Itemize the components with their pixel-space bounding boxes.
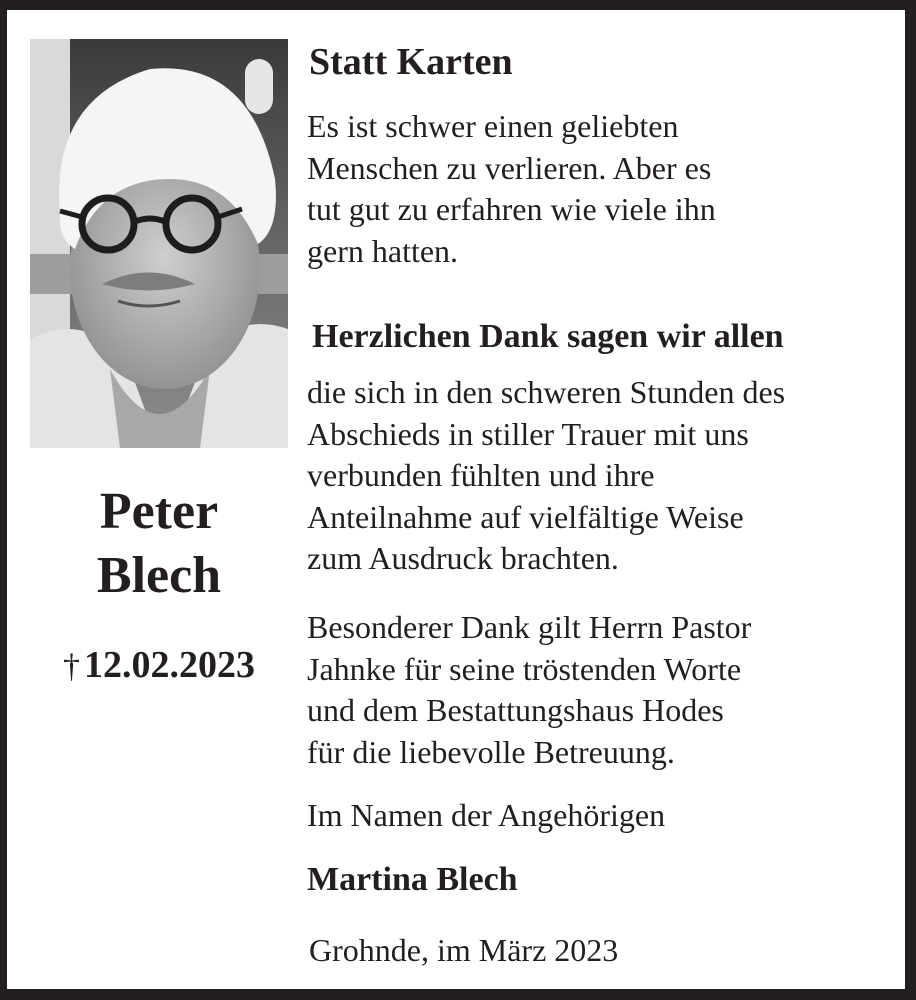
thanks-line: verbunden fühlten und ihre xyxy=(307,457,655,493)
on-behalf-text xyxy=(307,795,665,837)
special-thanks-paragraph xyxy=(307,607,751,773)
cross-icon: † xyxy=(63,648,80,685)
intro-paragraph xyxy=(307,106,716,272)
death-date-line xyxy=(30,643,288,689)
intro-line: gern hatten. xyxy=(307,232,459,269)
deceased-last-name: Blech xyxy=(96,547,222,604)
signature: Martina Blech xyxy=(307,861,518,898)
intro-line: Menschen zu verlieren. Aber es xyxy=(307,149,712,186)
portrait-photo xyxy=(30,39,288,448)
heading-statt-karten: Statt Karten xyxy=(309,41,513,83)
thanks-line: Anteilnahme auf vielfältige Weise xyxy=(307,498,744,535)
thanks-line: zum Ausdruck brachten. xyxy=(307,540,619,576)
place-date-line: Grohnde, im März 2023 xyxy=(309,932,619,968)
special-thanks-line: für die liebevolle Betreuung. xyxy=(307,733,675,770)
thanks-paragraph xyxy=(307,372,785,580)
intro-line: tut gut zu erfahren wie viele ihn xyxy=(307,191,716,227)
death-date: 12.02.2023 xyxy=(84,644,255,686)
thanks-heading: Herzlichen Dank sagen wir allen xyxy=(312,318,784,355)
thanks-line: Abschieds in stiller Trauer mit uns xyxy=(307,415,749,452)
on-behalf-line: Im Namen der Angehörigen xyxy=(307,797,666,833)
obituary-card xyxy=(7,10,905,989)
special-thanks-line: Besonderer Dank gilt Herrn Pastor xyxy=(307,609,752,645)
place-date xyxy=(309,930,618,972)
deceased-name xyxy=(30,480,288,608)
intro-line: Es ist schwer einen geliebten xyxy=(307,108,679,144)
thanks-line: die sich in den schweren Stunden des xyxy=(307,374,786,410)
special-thanks-line: Jahnke für seine tröstenden Worte xyxy=(307,650,742,687)
portrait-image xyxy=(30,39,288,448)
deceased-first-name: Peter xyxy=(99,483,219,540)
special-thanks-line: und dem Bestattungshaus Hodes xyxy=(307,692,724,728)
